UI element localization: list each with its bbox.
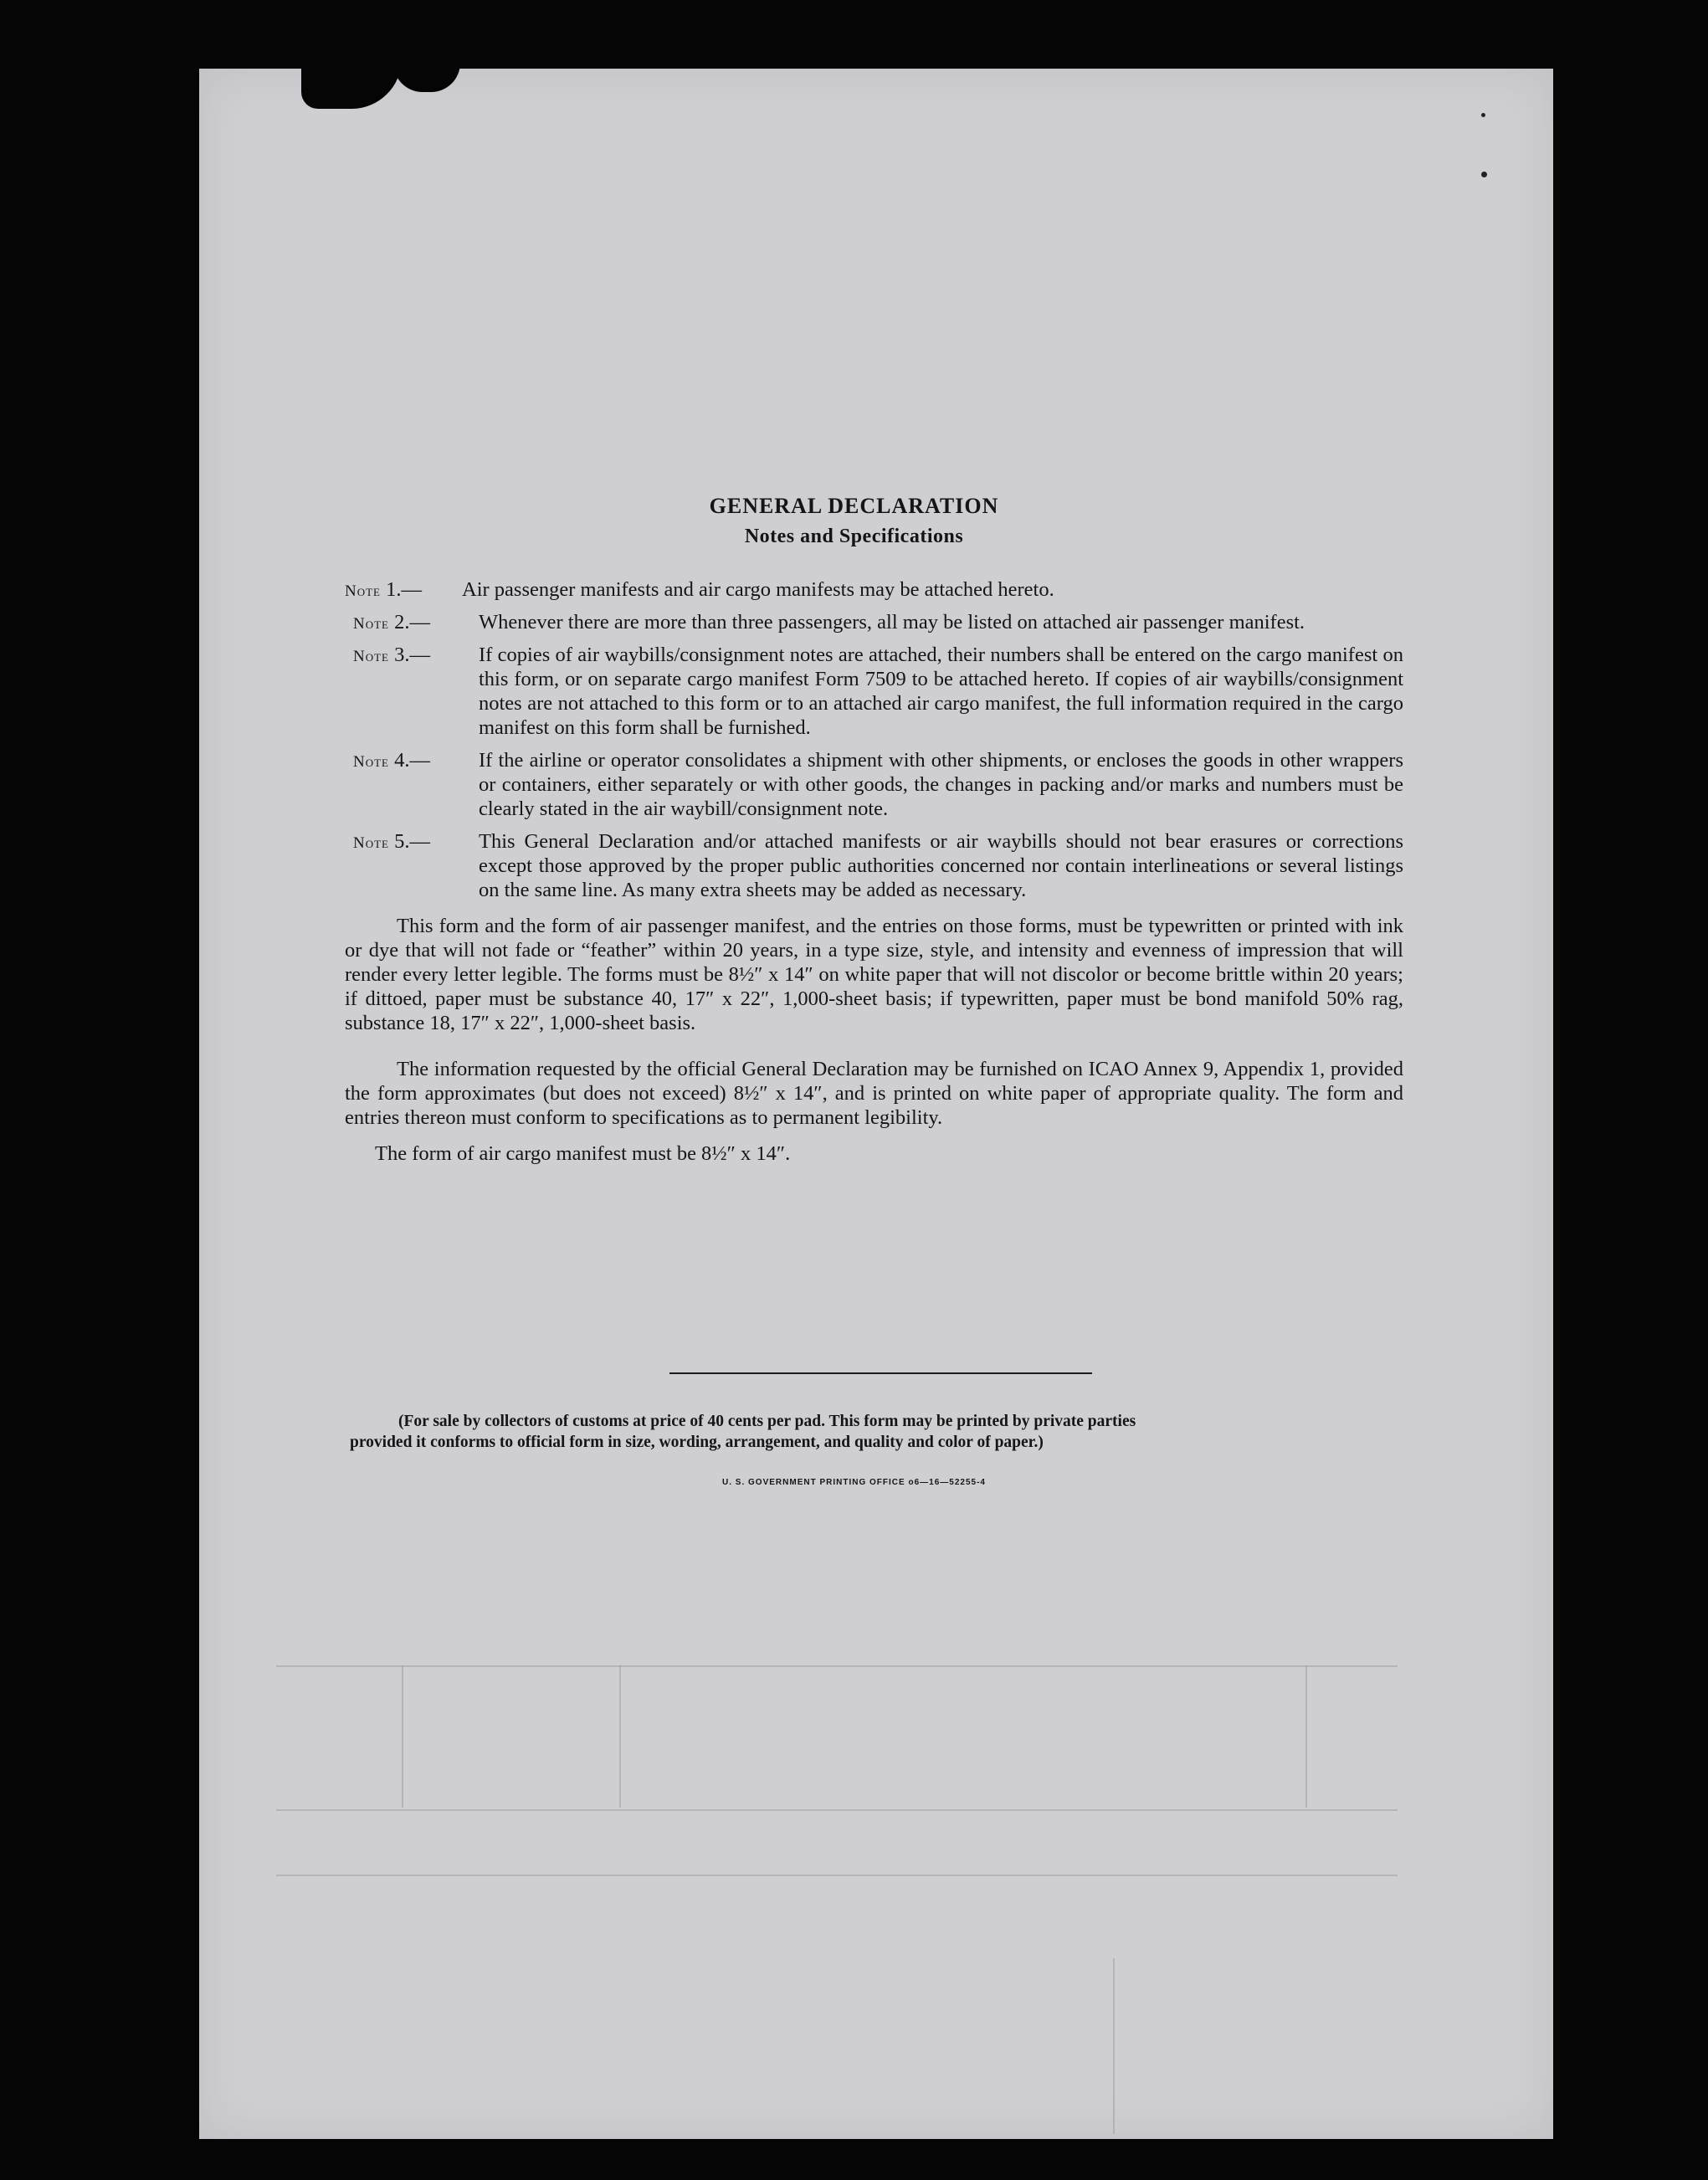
sale-notice: [350, 1411, 1404, 1453]
icao-paragraph: The information requested by the official General Declaration may be furnished on ICAO Annex 9, Appendix 1, provided the form approximates (but does not exceed) 8½″ x 14″, and is printed on white paper of appropriate quality. The form and entries thereon must conform to specifications as to permanent legibility.: [345, 1058, 1403, 1129]
note-text: If copies of air waybills/consignment notes are attached, their numbers shall be entered on the cargo manifest on this form, or on separate cargo manifest Form 7509 to be attached hereto. If copies of air waybills/consignment notes are not attached to this form or to an attached air cargo manifest, the full information required in the cargo manifest on this form shall be furnished.: [479, 644, 1403, 739]
bleed-through-rule: [1305, 1665, 1307, 1808]
note-1: [345, 577, 1403, 602]
bleed-through-table: [276, 1665, 1398, 1811]
note-number: 5.—: [389, 830, 430, 853]
notes-section: [345, 577, 1403, 1166]
note-text: Air passenger manifests and air cargo manifests may be attached hereto.: [462, 578, 1054, 601]
page-subtitle: Notes and Specifications: [744, 526, 964, 547]
speck: [1481, 113, 1485, 117]
bleed-through-rule: [619, 1665, 621, 1808]
note-label: Note: [353, 753, 389, 771]
page-title: GENERAL DECLARATION: [709, 494, 999, 518]
note-label: Note: [353, 834, 389, 852]
note-text: Whenever there are more than three passengers, all may be listed on attached air passenger manifest.: [479, 611, 1305, 633]
cargo-manifest-size-paragraph: The form of air cargo manifest must be 8½″ x 14″.: [375, 1142, 791, 1165]
divider: [669, 1372, 1092, 1374]
note-text: This General Declaration and/or attached manifests or air waybills should not bear erasures or corrections except those approved by the proper public authorities concerned nor contain interlineations or several listings on the same line. As many extra sheets may be added as necessary.: [479, 830, 1403, 901]
bleed-through-rule: [276, 1875, 1398, 1876]
paper-specification-paragraph: This form and the form of air passenger manifest, and the entries on those forms, must be typewritten or printed with ink or dye that will not fade or “feather” within 20 years, in a type size, style, and intensity and evenness of impression that will render every letter legible. The forms must be 8½″ x 14″ on white paper that will not discolor or become brittle within 20 years; if dittoed, paper must be substance 40, 17″ x 22″, 1,000-sheet basis; if typewritten, paper must be bond manifold 50% rag, substance 18, 17″ x 22″, 1,000-sheet basis.: [345, 915, 1403, 1034]
note-3: [345, 643, 1403, 740]
bleed-through-rule: [402, 1665, 403, 1808]
printer-imprint: U. S. GOVERNMENT PRINTING OFFICE o6—16—52255-4: [722, 1478, 986, 1487]
note-number: 4.—: [389, 749, 430, 772]
note-label: Note: [353, 615, 389, 633]
bleed-through-rule: [1113, 1958, 1115, 2134]
note-text: If the airline or operator consolidates a shipment with other shipments, or encloses the goods in other wrappers or containers, either separately or with other goods, the changes in packing and/or marks and numbers must be clearly stated in the air waybill/consignment note.: [479, 749, 1403, 820]
sale-notice-line: provided it conforms to official form in size, wording, arrangement, and quality and color of paper.): [350, 1434, 1044, 1451]
note-5: [345, 829, 1403, 902]
note-number: 3.—: [389, 644, 430, 666]
note-number: 2.—: [389, 611, 430, 633]
speck: [1481, 172, 1487, 177]
note-4: [345, 748, 1403, 821]
sale-notice-line: (For sale by collectors of customs at price of 40 cents per pad. This form may be printed by private parties: [398, 1413, 1136, 1430]
note-label: Note: [345, 582, 381, 600]
note-number: 1.—: [381, 578, 422, 601]
note-2: [345, 610, 1403, 634]
note-label: Note: [353, 648, 389, 665]
